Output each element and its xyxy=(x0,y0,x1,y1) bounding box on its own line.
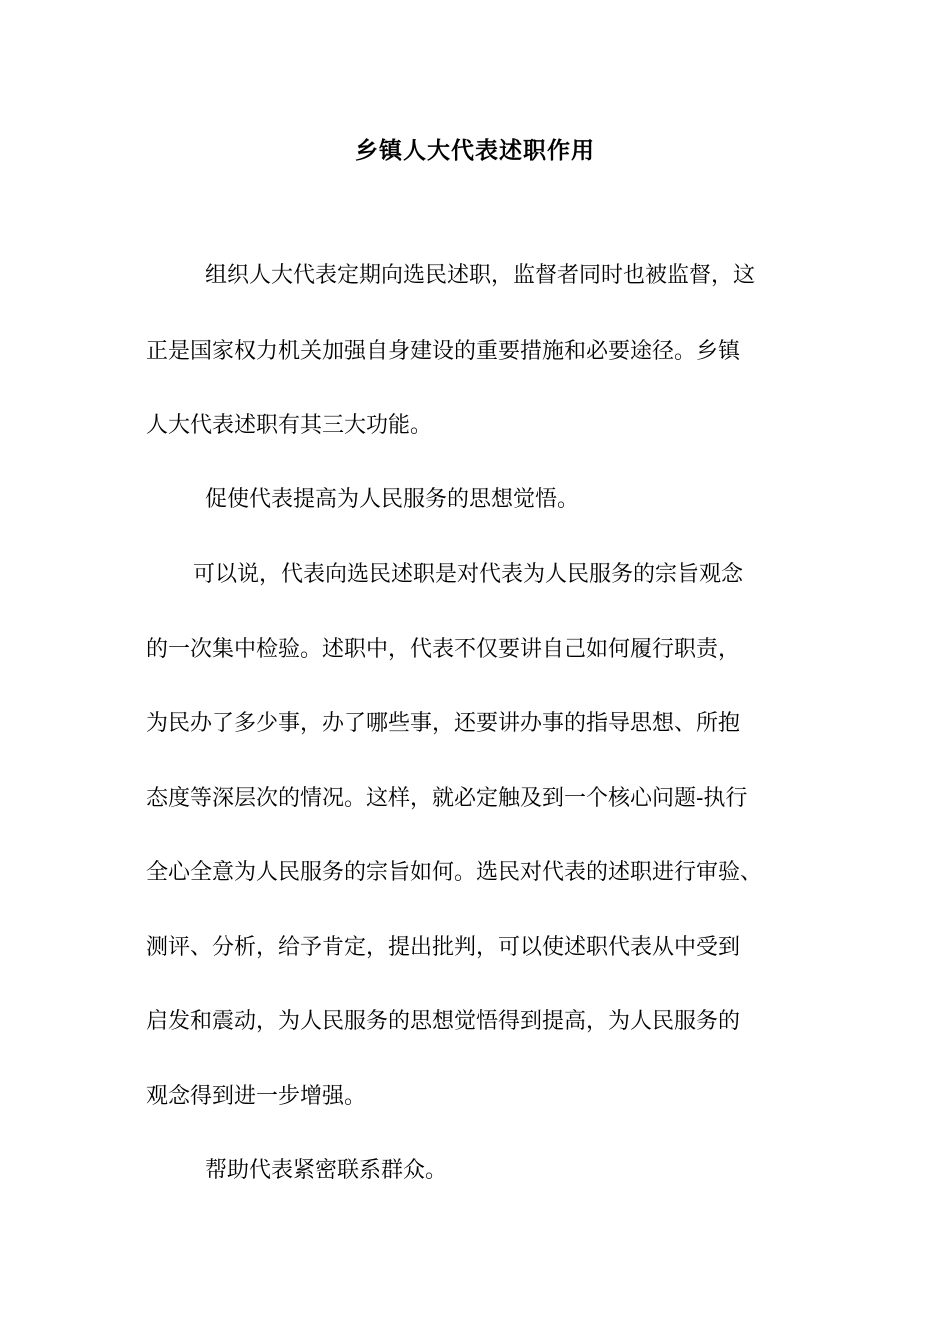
paragraph-line: 正是国家权力机关加强自身建设的重要措施和必要途径。乡镇 xyxy=(146,339,741,364)
paragraph-line: 观念得到进一步增强。 xyxy=(146,1084,367,1109)
paragraph-line: 为民办了多少事，办了哪些事，还要讲办事的指导思想、所抱 xyxy=(146,711,741,736)
section-heading: 促使代表提高为人民服务的思想觉悟。 xyxy=(205,487,580,512)
document-title: 乡镇人大代表述职作用 xyxy=(355,138,595,164)
paragraph-line: 全心全意为人民服务的宗旨如何。选民对代表的述职进行审验、 xyxy=(146,860,763,885)
section-heading: 帮助代表紧密联系群众。 xyxy=(205,1158,448,1183)
paragraph-line: 可以说，代表向选民述职是对代表为人民服务的宗旨观念 xyxy=(193,562,744,587)
paragraph-line: 测评、分析，给予肯定，提出批判，可以使述职代表从中受到 xyxy=(146,935,741,960)
paragraph-line: 态度等深层次的情况。这样，就必定触及到一个核心问题-执行 xyxy=(146,786,748,811)
paragraph-line: 的一次集中检验。述职中，代表不仅要讲自己如何履行职责， xyxy=(146,637,741,662)
paragraph-line: 启发和震动，为人民服务的思想觉悟得到提高，为人民服务的 xyxy=(146,1009,741,1034)
paragraph-line: 组织人大代表定期向选民述职，监督者同时也被监督，这 xyxy=(205,263,756,288)
paragraph-line: 人大代表述职有其三大功能。 xyxy=(146,413,433,438)
